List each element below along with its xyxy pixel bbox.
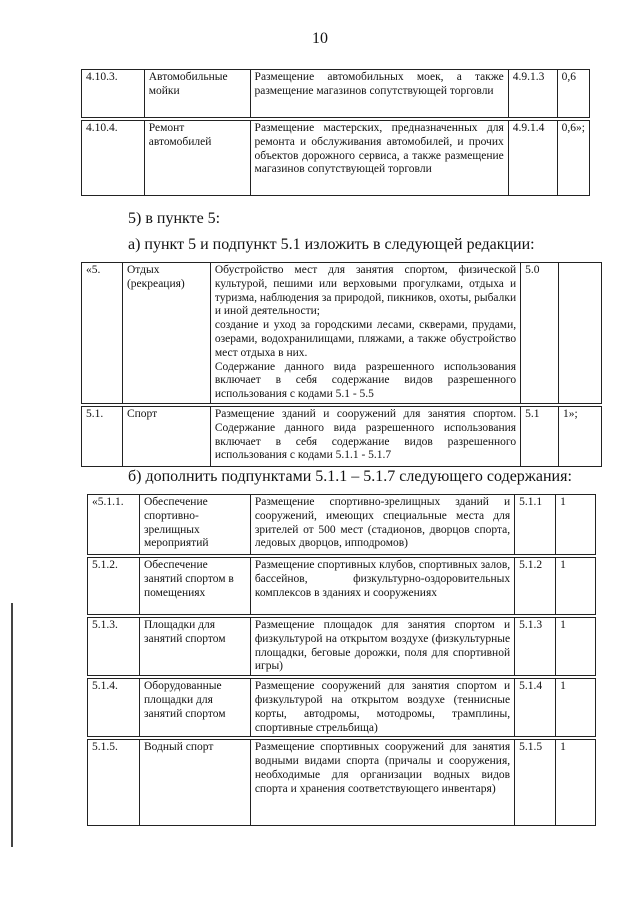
description-cell [210,263,520,404]
name-cell: Площадки для занятий спортом [139,618,250,676]
code-cell: «5. [82,263,123,404]
ref-code-cell: 5.1.3 [515,618,556,676]
description-cell: Размещение спортивных клубов, спортивных залов, бассейнов, физкультурно-оздоровительных комплексов в зданиях и сооружениях [250,558,514,615]
code-cell: 4.10.3. [82,70,145,118]
table-row [88,558,596,615]
paragraph-subitem-b: б) дополнить подпунктами 5.1.1 – 5.1.7 следующего содержания: [128,468,572,485]
value-cell [559,263,602,404]
value-cell: 1 [556,495,596,555]
name-cell: Водный спорт [139,740,250,826]
code-cell: 4.10.4. [82,121,145,196]
ref-code-cell: 5.1.1 [515,495,556,555]
name-cell: Оборудованные площадки для занятий спортом [139,679,250,737]
land-use-table-1 [81,69,590,196]
description-cell: Размещение площадок для занятия спортом и физкультурой на открытом воздухе (физкультурные площадки, беговые дорожки, поля для спортивной игры) [250,618,514,676]
name-cell: Обеспечение занятий спортом в помещениях [139,558,250,615]
value-cell: 0,6 [557,70,589,118]
code-cell: 5.1.4. [88,679,140,737]
land-use-table-2 [81,262,602,467]
table-row [82,263,602,404]
land-use-table-3 [87,494,596,826]
value-cell: 1»; [559,406,602,466]
ref-code-cell: 4.9.1.3 [508,70,557,118]
value-cell: 1 [556,618,596,676]
description-line: Размещение зданий и сооружений для занятия спортом. Содержание данного вида разрешенного использования включает в себя содержание видов разрешенного использования с кодами 5.1.1 - 5.1.7 [214,407,517,462]
value-cell: 1 [556,679,596,737]
code-cell: 5.1.2. [88,558,140,615]
description-line: Содержание данного вида разрешенного использования включает в себя содержание видов разрешенного использования с кодами 5.1 - 5.5 [214,360,517,401]
description-cell: Размещение сооружений для занятия спортом и физкультурой на открытом воздухе (теннисные корты, автодромы, мотодромы, трамплины, спортивные стрельбища) [250,679,514,737]
table-row [82,70,590,118]
scan-margin-line [11,603,13,847]
ref-code-cell: 5.1.5 [515,740,556,826]
description-cell [210,406,520,466]
description-line: Обустройство мест для занятия спортом, физической культурой, пешими или верховыми прогулками, отдыха и туризма, наблюдения за природой, пикников, охоты, рыбалки и иной деятельности; [214,264,517,318]
ref-code-cell: 5.0 [521,263,559,404]
description-cell: Размещение автомобильных моек, а также размещение магазинов сопутствующей торговли [250,70,508,118]
code-cell: 5.1. [82,406,123,466]
description-cell: Размещение спортивно-зрелищных зданий и сооружений, имеющих специальные места для зрителей от 500 мест (стадионов, дворцов спорта, ледовых дворцов, ипподромов) [250,495,514,555]
name-cell: Обеспечение спортивно-зрелищных мероприятий [139,495,250,555]
ref-code-cell: 5.1.2 [515,558,556,615]
ref-code-cell: 5.1 [521,406,559,466]
description-line: создание и уход за городскими лесами, скверами, прудами, озерами, водохранилищами, пляжами, а также обустройство мест отдыха в них. [214,319,517,359]
description-cell: Размещение спортивных сооружений для занятия водными видами спорта (причалы и сооружения, необходимые для организации водных видов спорта и хранения соответствующего инвентаря) [250,740,514,826]
value-cell: 1 [556,740,596,826]
code-cell: «5.1.1. [88,495,140,555]
value-cell: 0,6»; [557,121,589,196]
table-row [88,679,596,737]
name-cell: Автомобильные мойки [144,70,250,118]
name-cell: Спорт [122,406,210,466]
table-row [88,495,596,555]
name-cell: Ремонт автомобилей [144,121,250,196]
ref-code-cell: 5.1.4 [515,679,556,737]
description-cell: Размещение мастерских, предназначенных для ремонта и обслуживания автомобилей, и прочих объектов дорожного сервиса, а также размещение магазинов сопутствующей торговли [250,121,508,196]
table-row [82,406,602,466]
name-cell: Отдых (рекреация) [122,263,210,404]
code-cell: 5.1.5. [88,740,140,826]
table-row [82,121,590,196]
table-row [88,618,596,676]
paragraph-item-5: 5) в пункте 5: [128,210,221,227]
page-number: 10 [312,30,328,47]
table-row [88,740,596,826]
value-cell: 1 [556,558,596,615]
paragraph-subitem-a: а) пункт 5 и подпункт 5.1 изложить в следующей редакции: [128,236,535,253]
ref-code-cell: 4.9.1.4 [508,121,557,196]
code-cell: 5.1.3. [88,618,140,676]
